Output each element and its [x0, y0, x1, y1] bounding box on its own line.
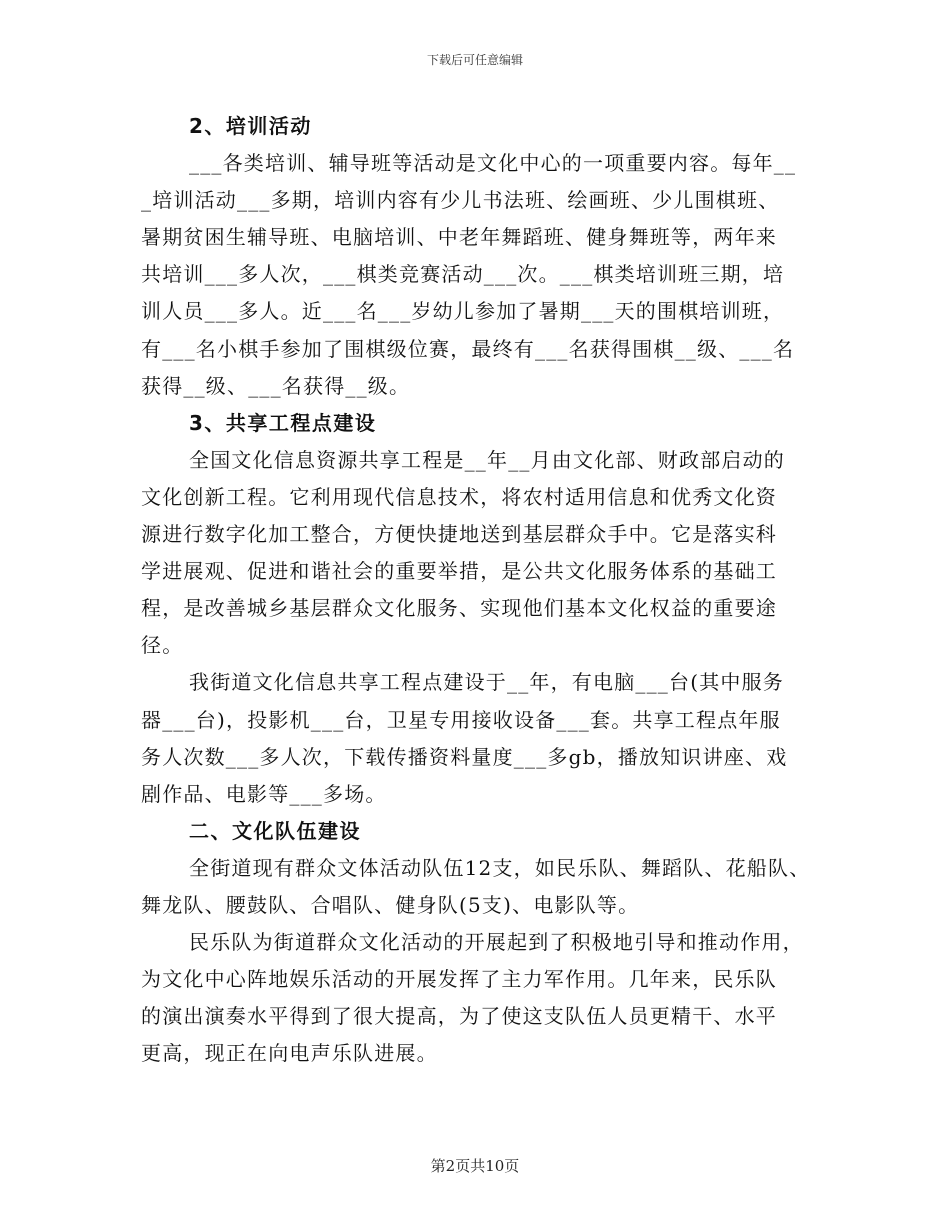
paragraph-line: 剧作品、电影等___多场。 — [141, 781, 387, 806]
paragraph-line: 民乐队为街道群众文化活动的开展起到了积极地引导和推动作用， — [189, 930, 804, 955]
paragraph-line: ___各类培训、辅导班等活动是文化中心的一项重要内容。每年__ — [189, 151, 797, 176]
paragraph-line: 务人次数___多人次，下载传播资料量度___多gb，播放知识讲座、戏 — [141, 744, 788, 769]
paragraph-line: 有___名小棋手参加了围棋级位赛，最终有___名获得围棋__级、___名 — [141, 336, 795, 361]
paragraph-line: 训人员___多人。近___名___岁幼儿参加了暑期___天的围棋培训班， — [141, 299, 785, 324]
paragraph-line: 的演出演奏水平得到了很大提高，为了使这支队伍人员更精干、水平 — [141, 1004, 777, 1029]
paragraph-line: 全街道现有群众文体活动队伍12支，如民乐队、舞蹈队、花船队、 — [189, 855, 811, 880]
page-number: 第2页共10页 — [430, 1157, 520, 1175]
paragraph-line: 文化创新工程。它利用现代信息技术，将农村适用信息和优秀文化资 — [141, 484, 777, 509]
document-body — [141, 108, 813, 1072]
paragraph-line: 器___台)，投影机___台，卫星专用接收设备___套。共享工程点年服 — [141, 707, 781, 732]
page-header-note: 下载后可任意编辑 — [426, 53, 523, 67]
paragraph-line: 获得__级、___名获得__级。 — [141, 373, 411, 398]
section-heading-training: 2、培训活动 — [189, 114, 312, 138]
section-heading-sharing-project: 3、共享工程点建设 — [189, 410, 377, 435]
paragraph-line: 源进行数字化加工整合，方便快捷地送到基层群众手中。它是落实科 — [141, 522, 777, 547]
paragraph-line: 程，是改善城乡基层群众文化服务、实现他们基本文化权益的重要途 — [141, 596, 777, 621]
paragraph-line: 径。 — [141, 633, 184, 658]
paragraph-line: 舞龙队、腰鼓队、合唱队、健身队(5支)、电影队等。 — [141, 892, 640, 917]
paragraph-line: 学进展观、促进和谐社会的重要举措，是公共文化服务体系的基础工 — [141, 559, 777, 584]
paragraph-line: 为文化中心阵地娱乐活动的开展发挥了主力军作用。几年来，民乐队 — [141, 967, 777, 992]
paragraph-line: 共培训___多人次，___棋类竞赛活动___次。___棋类培训班三期，培 — [141, 262, 785, 287]
paragraph-line: 全国文化信息资源共享工程是__年__月由文化部、财政部启动的 — [189, 447, 785, 472]
paragraph-line: _培训活动___多期，培训内容有少儿书法班、绘画班、少儿围棋班、 — [141, 188, 780, 213]
paragraph-line: 更高，现正在向电声乐队进展。 — [141, 1041, 438, 1066]
section-heading-culture-teams: 二、文化队伍建设 — [189, 818, 361, 843]
paragraph-line: 我街道文化信息共享工程点建设于__年，有电脑___台(其中服务 — [189, 670, 785, 695]
paragraph-line: 暑期贫困生辅导班、电脑培训、中老年舞蹈班、健身舞班等，两年来 — [141, 225, 777, 250]
